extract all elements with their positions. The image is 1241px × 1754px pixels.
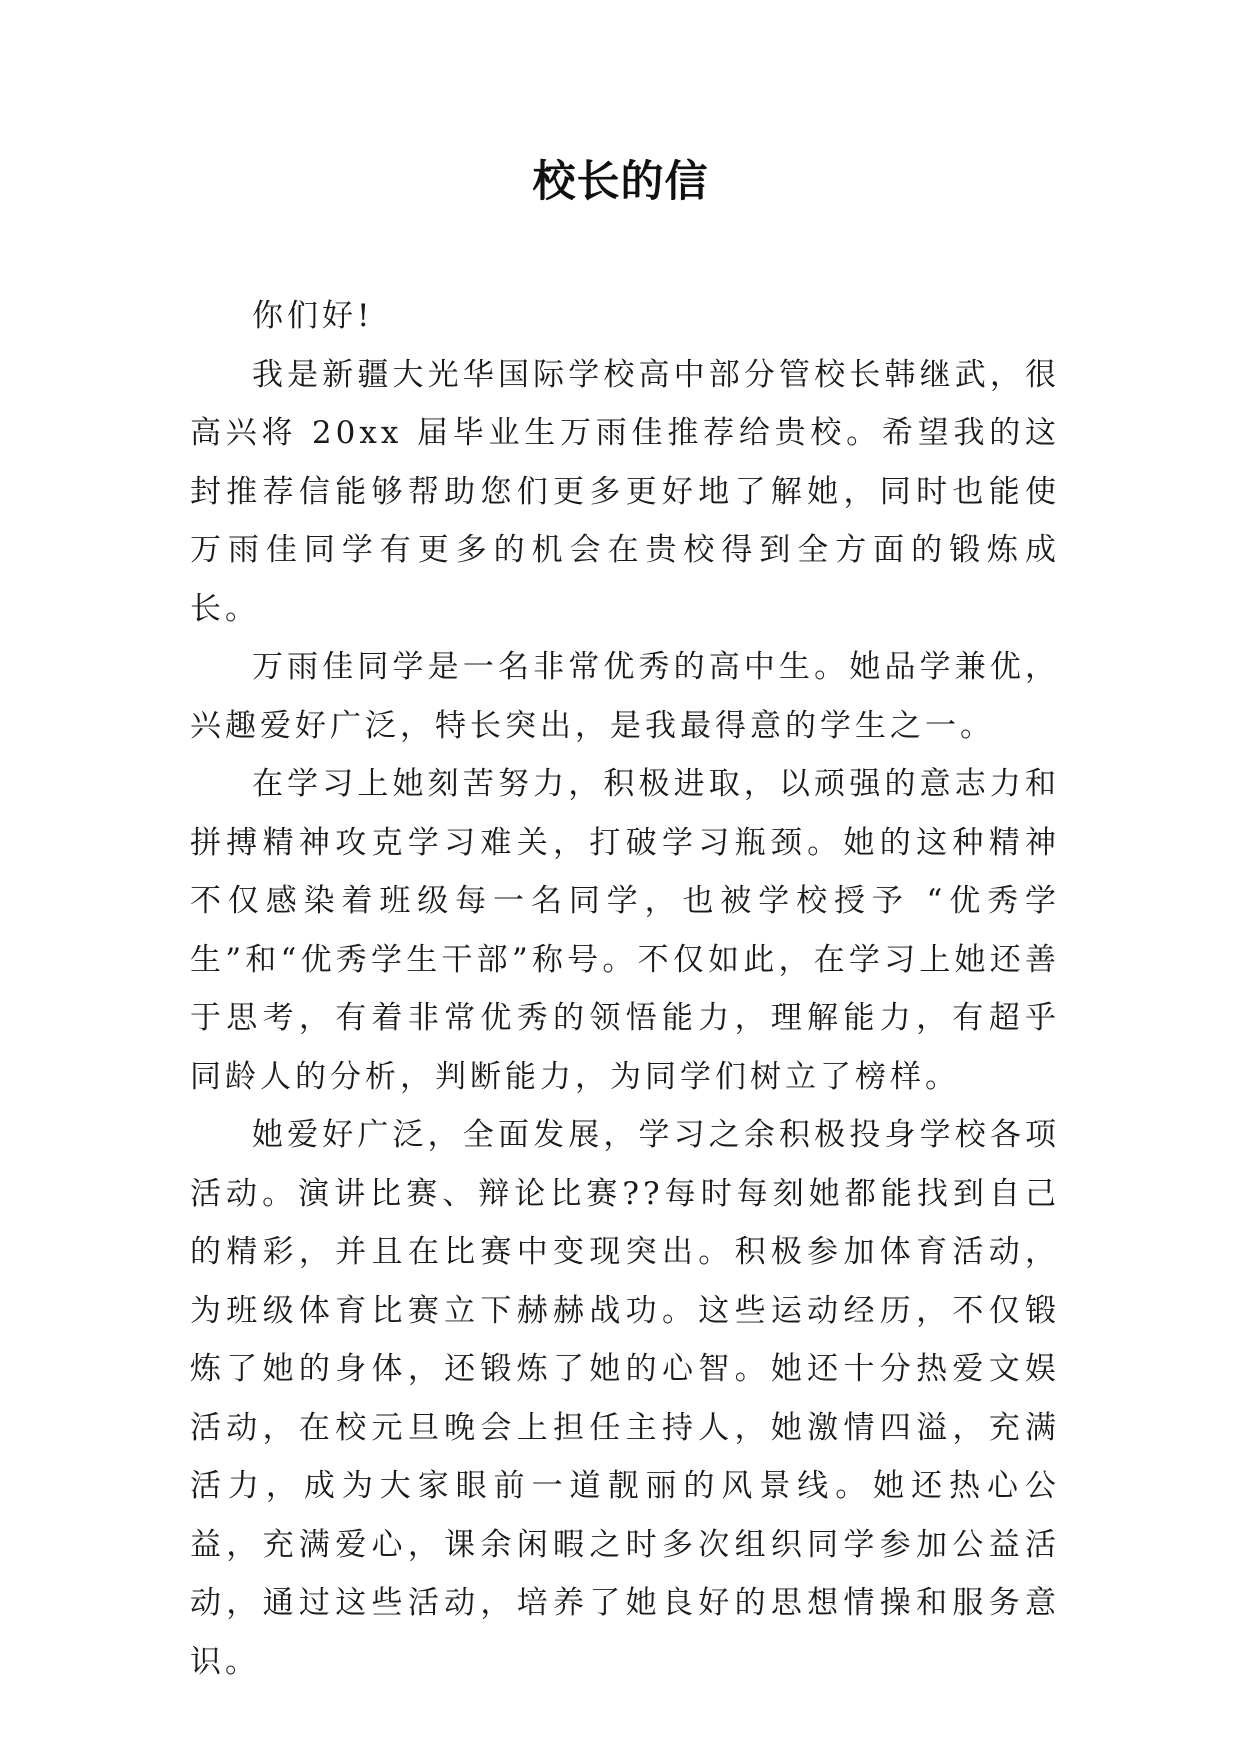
letter-body — [190, 287, 1060, 1691]
paragraph-1: 我是新疆大光华国际学校高中部分管校长韩继武，很高兴将 20xx 届毕业生万雨佳推荐给贵校。希望我的这封推荐信能够帮助您们更多更好地了解她，同时也能使万雨佳同学有更多的机会在贵校得到全方面的锻炼成长。 — [190, 356, 1060, 627]
paragraph-3: 在学习上她刻苦努力，积极进取，以顽强的意志力和拼搏精神攻克学习难关，打破学习瓶颈。她的这种精神不仅感染着班级每一名同学，也被学校授予 “优秀学生”和“优秀学生干部”称号。不仅如此，在学习上她还善于思考，有着非常优秀的领悟能力，理解能力，有超乎同龄人的分析，判断能力，为同学们树立了榜样。 — [190, 766, 1060, 1095]
greeting: 你们好! — [252, 298, 374, 334]
paragraph-4: 她爱好广泛，全面发展，学习之余积极投身学校各项活动。演讲比赛、辩论比赛??每时每刻她都能找到自己的精彩，并且在比赛中变现突出。积极参加体育活动，为班级体育比赛立下赫赫战功。这些运动经历，不仅锻炼了她的身体，还锻炼了她的心智。她还十分热爱文娱活动，在校元旦晚会上担任主持人，她激情四溢，充满活力，成为大家眼前一道靓丽的风景线。她还热心公益，充满爱心，课余闲暇之时多次组织同学参加公益活动，通过这些活动，培养了她良好的思想情操和服务意识。 — [190, 1117, 1060, 1680]
paragraph-2: 万雨佳同学是一名非常优秀的高中生。她品学兼优，兴趣爱好广泛，特长突出，是我最得意的学生之一。 — [190, 649, 1060, 744]
document-title: 校长的信 — [532, 157, 709, 207]
